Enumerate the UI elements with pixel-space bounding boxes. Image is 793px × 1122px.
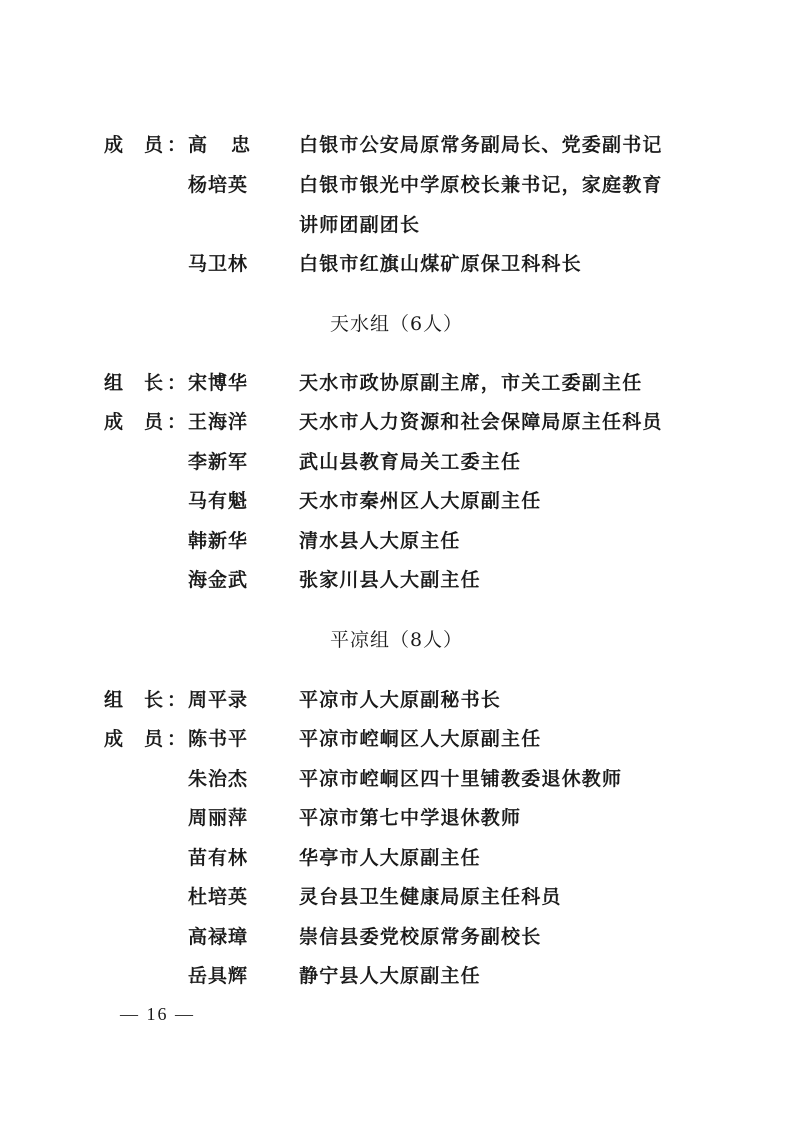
member-name: 马卫林 bbox=[188, 253, 249, 275]
member-description: 白银市红旗山煤矿原保卫科科长 bbox=[299, 253, 582, 275]
member-name: 马有魁 bbox=[188, 490, 249, 512]
member-description: 武山县教育局关工委主任 bbox=[299, 451, 522, 473]
group-heading-text: 天水组（6人） bbox=[329, 313, 464, 335]
member-description: 清水县人大原主任 bbox=[299, 530, 461, 552]
page-number: — 16 — bbox=[120, 1004, 195, 1024]
member-description: 天水市政协原副主席，市关工委副主任 bbox=[299, 372, 643, 394]
member-name: 韩新华 bbox=[188, 530, 249, 552]
entry-row: 成 员 ： 高忠 白银市公安局原常务副局长、党委副书记 bbox=[0, 130, 793, 160]
entry-row bbox=[0, 249, 793, 279]
entry-row: 成 员 ： 王海洋 天水市人力资源和社会保障局原主任科员 bbox=[0, 407, 793, 437]
member-description: 平凉市第七中学退休教师 bbox=[299, 807, 522, 829]
member-name: 陈书平 bbox=[188, 728, 249, 750]
member-name: 周丽萍 bbox=[188, 807, 249, 829]
group-heading bbox=[0, 625, 793, 655]
member-name: 苗有林 bbox=[188, 847, 249, 869]
entry-row bbox=[0, 882, 793, 912]
entry-row bbox=[0, 565, 793, 595]
member-description: 平凉市人大原副秘书长 bbox=[299, 689, 502, 711]
member-description: 平凉市崆峒区人大原副主任 bbox=[299, 728, 542, 750]
member-description: 华亭市人大原副主任 bbox=[299, 847, 481, 869]
member-name: 海金武 bbox=[188, 569, 249, 591]
member-name: 高忠 bbox=[188, 134, 275, 156]
group-heading bbox=[0, 309, 793, 339]
member-name: 杨培英 bbox=[188, 174, 249, 196]
entry-row bbox=[0, 170, 793, 200]
member-name: 周平录 bbox=[188, 689, 249, 711]
entry-row bbox=[0, 526, 793, 556]
entry-row bbox=[0, 803, 793, 833]
member-description: 天水市人力资源和社会保障局原主任科员 bbox=[299, 411, 663, 433]
entry-row: 成 员 ： 陈书平 平凉市崆峒区人大原副主任 bbox=[0, 724, 793, 754]
member-name: 宋博华 bbox=[188, 372, 249, 394]
entry-row bbox=[0, 843, 793, 873]
member-description: 静宁县人大原副主任 bbox=[299, 965, 481, 987]
member-name: 朱治杰 bbox=[188, 768, 249, 790]
member-name: 杜培英 bbox=[188, 886, 249, 908]
member-description: 讲师团副团长 bbox=[299, 214, 421, 236]
entry-row-continuation bbox=[0, 210, 793, 240]
group-heading-text: 平凉组（8人） bbox=[329, 629, 464, 651]
member-description: 张家川县人大副主任 bbox=[299, 569, 481, 591]
member-description: 平凉市崆峒区四十里铺教委退休教师 bbox=[299, 768, 623, 790]
member-name: 王海洋 bbox=[188, 411, 249, 433]
entry-row bbox=[0, 447, 793, 477]
entry-row: 组 长 ： 周平录 平凉市人大原副秘书长 bbox=[0, 685, 793, 715]
entry-row bbox=[0, 922, 793, 952]
entry-row bbox=[0, 764, 793, 794]
entry-row: 组 长 ： 宋博华 天水市政协原副主席，市关工委副主任 bbox=[0, 368, 793, 398]
member-description: 白银市公安局原常务副局长、党委副书记 bbox=[299, 134, 663, 156]
member-description: 白银市银光中学原校长兼书记，家庭教育 bbox=[299, 174, 663, 196]
member-description: 灵台县卫生健康局原主任科员 bbox=[299, 886, 562, 908]
member-name: 高禄璋 bbox=[188, 926, 249, 948]
member-name: 岳具辉 bbox=[188, 965, 249, 987]
member-name: 李新军 bbox=[188, 451, 249, 473]
entry-row bbox=[0, 486, 793, 516]
member-description: 天水市秦州区人大原副主任 bbox=[299, 490, 542, 512]
entry-row bbox=[0, 961, 793, 991]
member-description: 崇信县委党校原常务副校长 bbox=[299, 926, 542, 948]
